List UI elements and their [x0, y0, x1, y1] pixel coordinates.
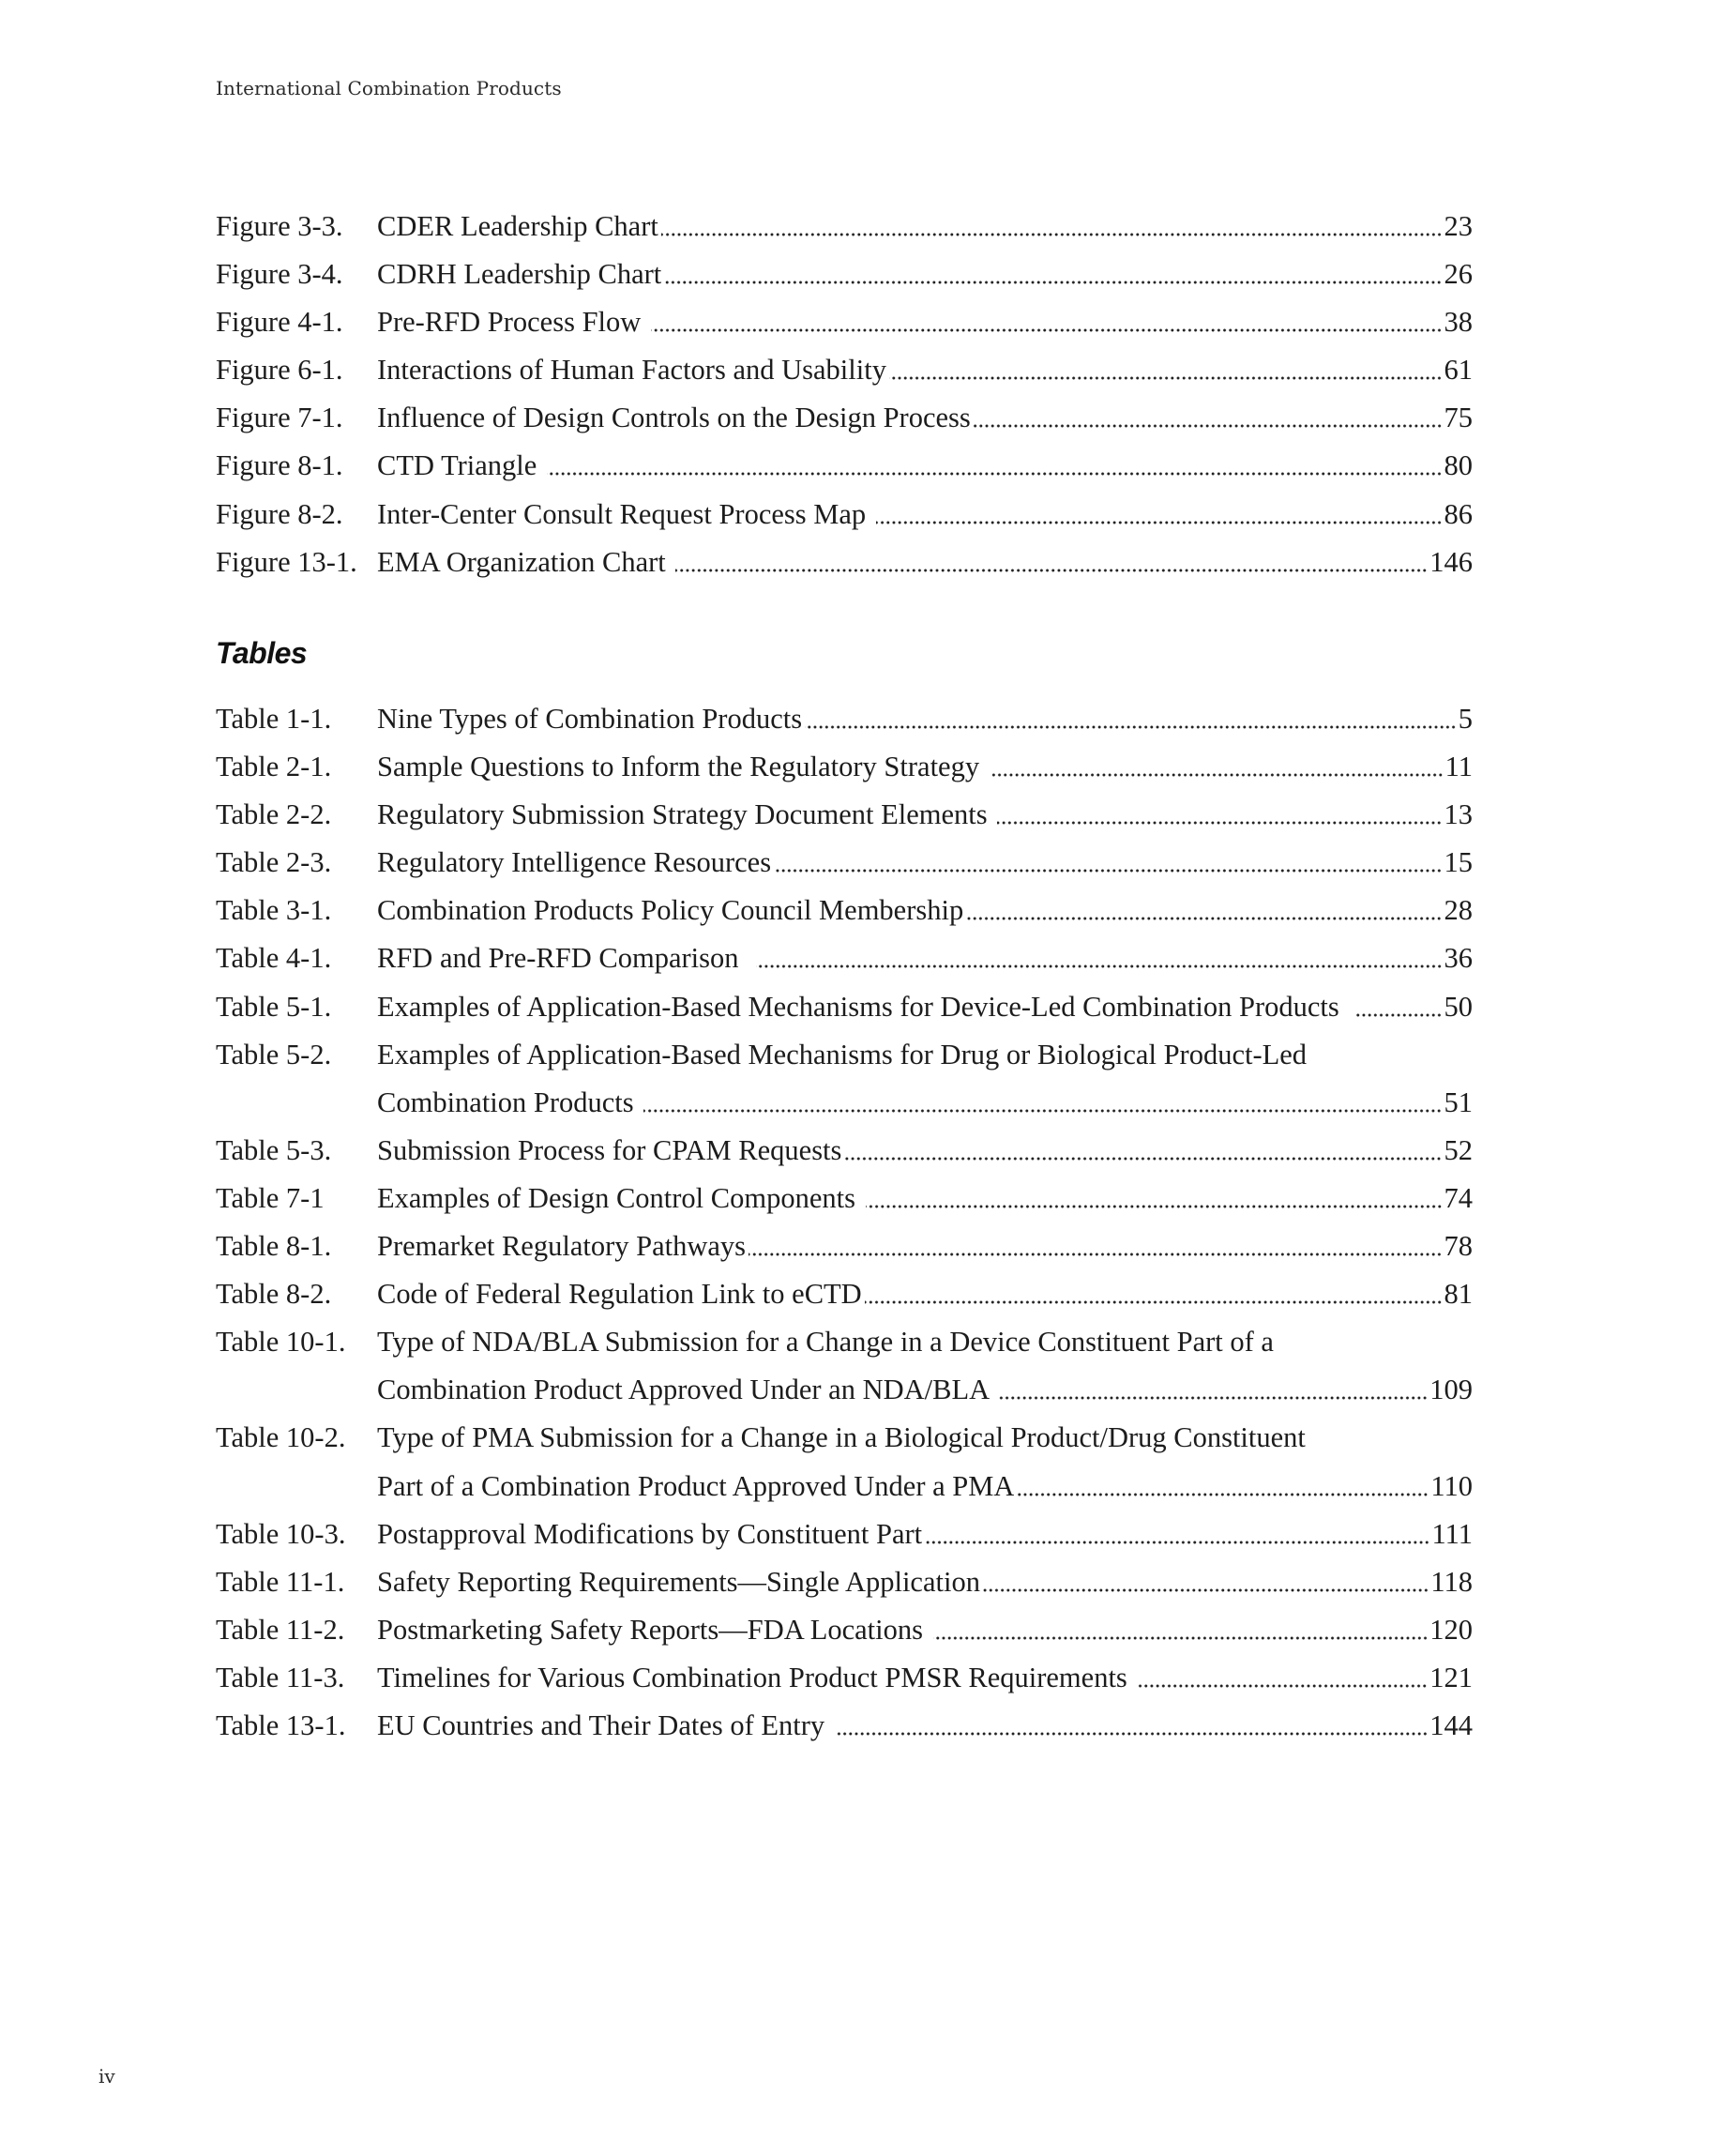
entry-label: Figure 4-1.	[216, 306, 343, 339]
dot-leader	[865, 1300, 1443, 1304]
entry-title: Influence of Design Controls on the Design Process	[377, 402, 971, 434]
entry-label: Table 5-3.	[216, 1133, 332, 1166]
entry-title: EU Countries and Their Dates of Entry	[377, 1708, 832, 1741]
toc-entry-table-2-1[interactable]	[216, 743, 1473, 791]
entry-page-number: 13	[1444, 798, 1473, 831]
dot-leader	[876, 521, 1443, 524]
entry-label: Table 8-1.	[216, 1230, 332, 1263]
dot-leader	[925, 1541, 1429, 1544]
entry-title: Interactions of Human Factors and Usability	[377, 354, 886, 387]
toc-entry-figure-7-1[interactable]	[216, 394, 1473, 442]
dot-leader	[997, 821, 1442, 825]
toc-entry-figure-13-1[interactable]	[216, 539, 1473, 586]
entry-page-number: 51	[1444, 1086, 1473, 1118]
entry-page-number: 86	[1444, 497, 1473, 530]
dot-leader	[1356, 1013, 1442, 1017]
entry-label: Table 11-1.	[216, 1565, 345, 1598]
entry-page-number: 23	[1444, 210, 1473, 242]
entry-page-number: 81	[1444, 1278, 1473, 1311]
entry-title: Pre-RFD Process Flow	[377, 306, 648, 339]
entry-page-number: 118	[1430, 1565, 1473, 1598]
dot-leader	[974, 424, 1443, 428]
toc-entry-table-8-1[interactable]	[216, 1222, 1473, 1270]
entry-page-number: 120	[1429, 1613, 1473, 1646]
page-number: iv	[98, 2065, 115, 2088]
toc-entry-table-11-3[interactable]	[216, 1654, 1473, 1702]
toc-entry-figure-6-1[interactable]	[216, 346, 1473, 394]
entry-label: Table 8-2.	[216, 1278, 332, 1311]
dot-leader	[661, 233, 1443, 236]
entry-label: Table 2-2.	[216, 798, 332, 831]
entry-title: Combination Products Policy Council Membership	[377, 894, 964, 927]
entry-label: Table 11-3.	[216, 1661, 345, 1693]
entry-title: Sample Questions to Inform the Regulatory Strategy	[377, 751, 987, 783]
list-of-tables	[216, 695, 1473, 1750]
entry-title: Regulatory Intelligence Resources	[377, 846, 772, 879]
toc-entry-table-7-1[interactable]	[216, 1175, 1473, 1222]
entry-label: Figure 13-1.	[216, 545, 357, 578]
entry-label: Table 5-1.	[216, 990, 332, 1023]
dot-leader	[651, 328, 1443, 332]
entry-title: Postmarketing Safety Reports—FDA Locations	[377, 1613, 930, 1646]
entry-label: Figure 3-3.	[216, 210, 343, 242]
toc-entry-table-10-1[interactable]	[216, 1318, 1473, 1366]
entry-title-line-2: Combination Products	[377, 1086, 642, 1118]
entry-label: Table 7-1	[216, 1181, 325, 1214]
dot-leader	[675, 569, 1428, 572]
toc-entry-figure-8-1[interactable]	[216, 442, 1473, 490]
toc-entry-table-5-2[interactable]	[216, 1031, 1473, 1079]
entry-title: Safety Reporting Requirements—Single Application	[377, 1565, 980, 1598]
entry-page-number: 75	[1444, 402, 1473, 434]
dot-leader	[889, 376, 1443, 380]
entry-page-number: 38	[1444, 306, 1473, 339]
toc-entry-figure-4-1[interactable]	[216, 298, 1473, 346]
entry-label: Figure 8-1.	[216, 449, 343, 482]
entry-title: Regulatory Submission Strategy Document Elements	[377, 798, 995, 831]
entry-title: RFD and Pre-RFD Comparison	[377, 942, 753, 975]
entry-page-number: 80	[1444, 449, 1473, 482]
dot-leader	[1137, 1684, 1428, 1688]
entry-page-number: 146	[1429, 545, 1473, 578]
dot-leader	[990, 773, 1444, 777]
entry-label: Table 3-1.	[216, 894, 332, 927]
entry-label: Figure 6-1.	[216, 354, 343, 387]
entry-page-number: 36	[1444, 942, 1473, 975]
toc-entry-table-10-2[interactable]	[216, 1414, 1473, 1462]
running-header-title: International Combination Products	[216, 77, 562, 99]
entry-page-number: 78	[1444, 1230, 1473, 1263]
entry-label: Figure 7-1.	[216, 402, 343, 434]
dot-leader	[643, 1109, 1442, 1113]
dot-leader	[866, 1205, 1443, 1208]
toc-entry-table-3-1[interactable]	[216, 887, 1473, 934]
toc-entry-figure-3-4[interactable]	[216, 251, 1473, 298]
entry-title: CTD Triangle	[377, 449, 544, 482]
entry-title: Premarket Regulatory Pathways	[377, 1230, 747, 1263]
tables-section-heading: Tables	[216, 636, 308, 670]
entry-title-line-1: Type of PMA Submission for a Change in a Biological Product/Drug Constituent	[377, 1421, 1306, 1454]
entry-title: EMA Organization Chart	[377, 545, 673, 578]
dot-leader	[749, 1253, 1442, 1256]
entry-label: Table 5-2.	[216, 1038, 332, 1070]
dot-leader	[1017, 1493, 1429, 1496]
entry-title: CDER Leadership Chart	[377, 210, 658, 242]
entry-label: Table 2-3.	[216, 846, 332, 879]
entry-label: Table 1-1.	[216, 703, 332, 735]
dot-leader	[664, 281, 1442, 284]
entry-page-number: 5	[1458, 703, 1473, 735]
entry-page-number: 121	[1429, 1661, 1473, 1693]
toc-entry-table-11-1[interactable]	[216, 1558, 1473, 1606]
entry-page-number: 110	[1430, 1469, 1473, 1502]
entry-page-number: 15	[1444, 846, 1473, 879]
toc-entry-figure-3-3[interactable]	[216, 203, 1473, 251]
entry-label: Figure 8-2.	[216, 497, 343, 530]
entry-title: Nine Types of Combination Products	[377, 703, 803, 735]
toc-entry-table-2-2[interactable]	[216, 791, 1473, 839]
dot-leader	[933, 1636, 1429, 1640]
toc-entry-table-13-1[interactable]	[216, 1702, 1473, 1750]
entry-title: Examples of Design Control Components	[377, 1181, 863, 1214]
entry-label: Table 10-1.	[216, 1326, 346, 1359]
dot-leader	[805, 725, 1457, 729]
entry-page-number: 109	[1429, 1374, 1473, 1406]
toc-entry-table-10-3[interactable]	[216, 1511, 1473, 1558]
entry-page-number: 61	[1444, 354, 1473, 387]
dot-leader	[844, 1157, 1442, 1161]
entry-title: Submission Process for CPAM Requests	[377, 1133, 842, 1166]
entry-title: Examples of Application-Based Mechanisms for Device-Led Combination Products	[377, 990, 1354, 1023]
entry-label: Table 10-3.	[216, 1517, 346, 1550]
dot-leader	[983, 1588, 1429, 1592]
entry-page-number: 11	[1444, 751, 1473, 783]
entry-page-number: 111	[1431, 1517, 1473, 1550]
toc-entry-table-5-1[interactable]	[216, 983, 1473, 1031]
entry-title: Code of Federal Regulation Link to eCTD	[377, 1278, 862, 1311]
list-of-figures	[216, 203, 1473, 586]
toc-entry-table-11-2[interactable]	[216, 1606, 1473, 1654]
entry-page-number: 28	[1444, 894, 1473, 927]
dot-leader	[835, 1732, 1428, 1736]
dot-leader	[547, 472, 1443, 476]
entry-label: Table 2-1.	[216, 751, 332, 783]
dot-leader	[756, 964, 1443, 968]
entry-title: Timelines for Various Combination Product PMSR Requirements	[377, 1661, 1135, 1693]
toc-entry-table-10-2-continued[interactable]	[216, 1463, 1473, 1511]
entry-title: Postapproval Modifications by Constituent Part	[377, 1517, 923, 1550]
entry-title-line-2: Combination Product Approved Under an NDA/BLA	[377, 1374, 996, 1406]
dot-leader	[966, 917, 1442, 920]
entry-title-line-1: Type of NDA/BLA Submission for a Change in a Device Constituent Part of a	[377, 1326, 1274, 1359]
entry-page-number: 50	[1444, 990, 1473, 1023]
entry-page-number: 74	[1444, 1181, 1473, 1214]
toc-entry-figure-8-2[interactable]	[216, 491, 1473, 539]
entry-title: Inter-Center Consult Request Process Map	[377, 497, 873, 530]
toc-entry-table-10-1-continued[interactable]	[216, 1366, 1473, 1414]
toc-entry-table-5-3[interactable]	[216, 1127, 1473, 1175]
entry-label: Table 11-2.	[216, 1613, 345, 1646]
dot-leader	[774, 869, 1442, 873]
toc-entry-table-8-2[interactable]	[216, 1270, 1473, 1318]
toc-entry-table-2-3[interactable]	[216, 839, 1473, 887]
toc-entry-table-4-1[interactable]	[216, 934, 1473, 982]
entry-page-number: 26	[1444, 258, 1473, 291]
entry-label: Table 4-1.	[216, 942, 332, 975]
entry-page-number: 144	[1429, 1708, 1473, 1741]
entry-title-line-1: Examples of Application-Based Mechanisms for Drug or Biological Product-Led	[377, 1038, 1308, 1070]
toc-entry-table-5-2-continued[interactable]	[216, 1079, 1473, 1127]
entry-title-line-2: Part of a Combination Product Approved Under a PMA	[377, 1469, 1015, 1502]
dot-leader	[998, 1396, 1428, 1400]
entry-label: Figure 3-4.	[216, 258, 343, 291]
entry-label: Table 13-1.	[216, 1708, 346, 1741]
entry-page-number: 52	[1444, 1133, 1473, 1166]
entry-label: Table 10-2.	[216, 1421, 346, 1454]
toc-entry-table-1-1[interactable]	[216, 695, 1473, 743]
entry-title: CDRH Leadership Chart	[377, 258, 662, 291]
